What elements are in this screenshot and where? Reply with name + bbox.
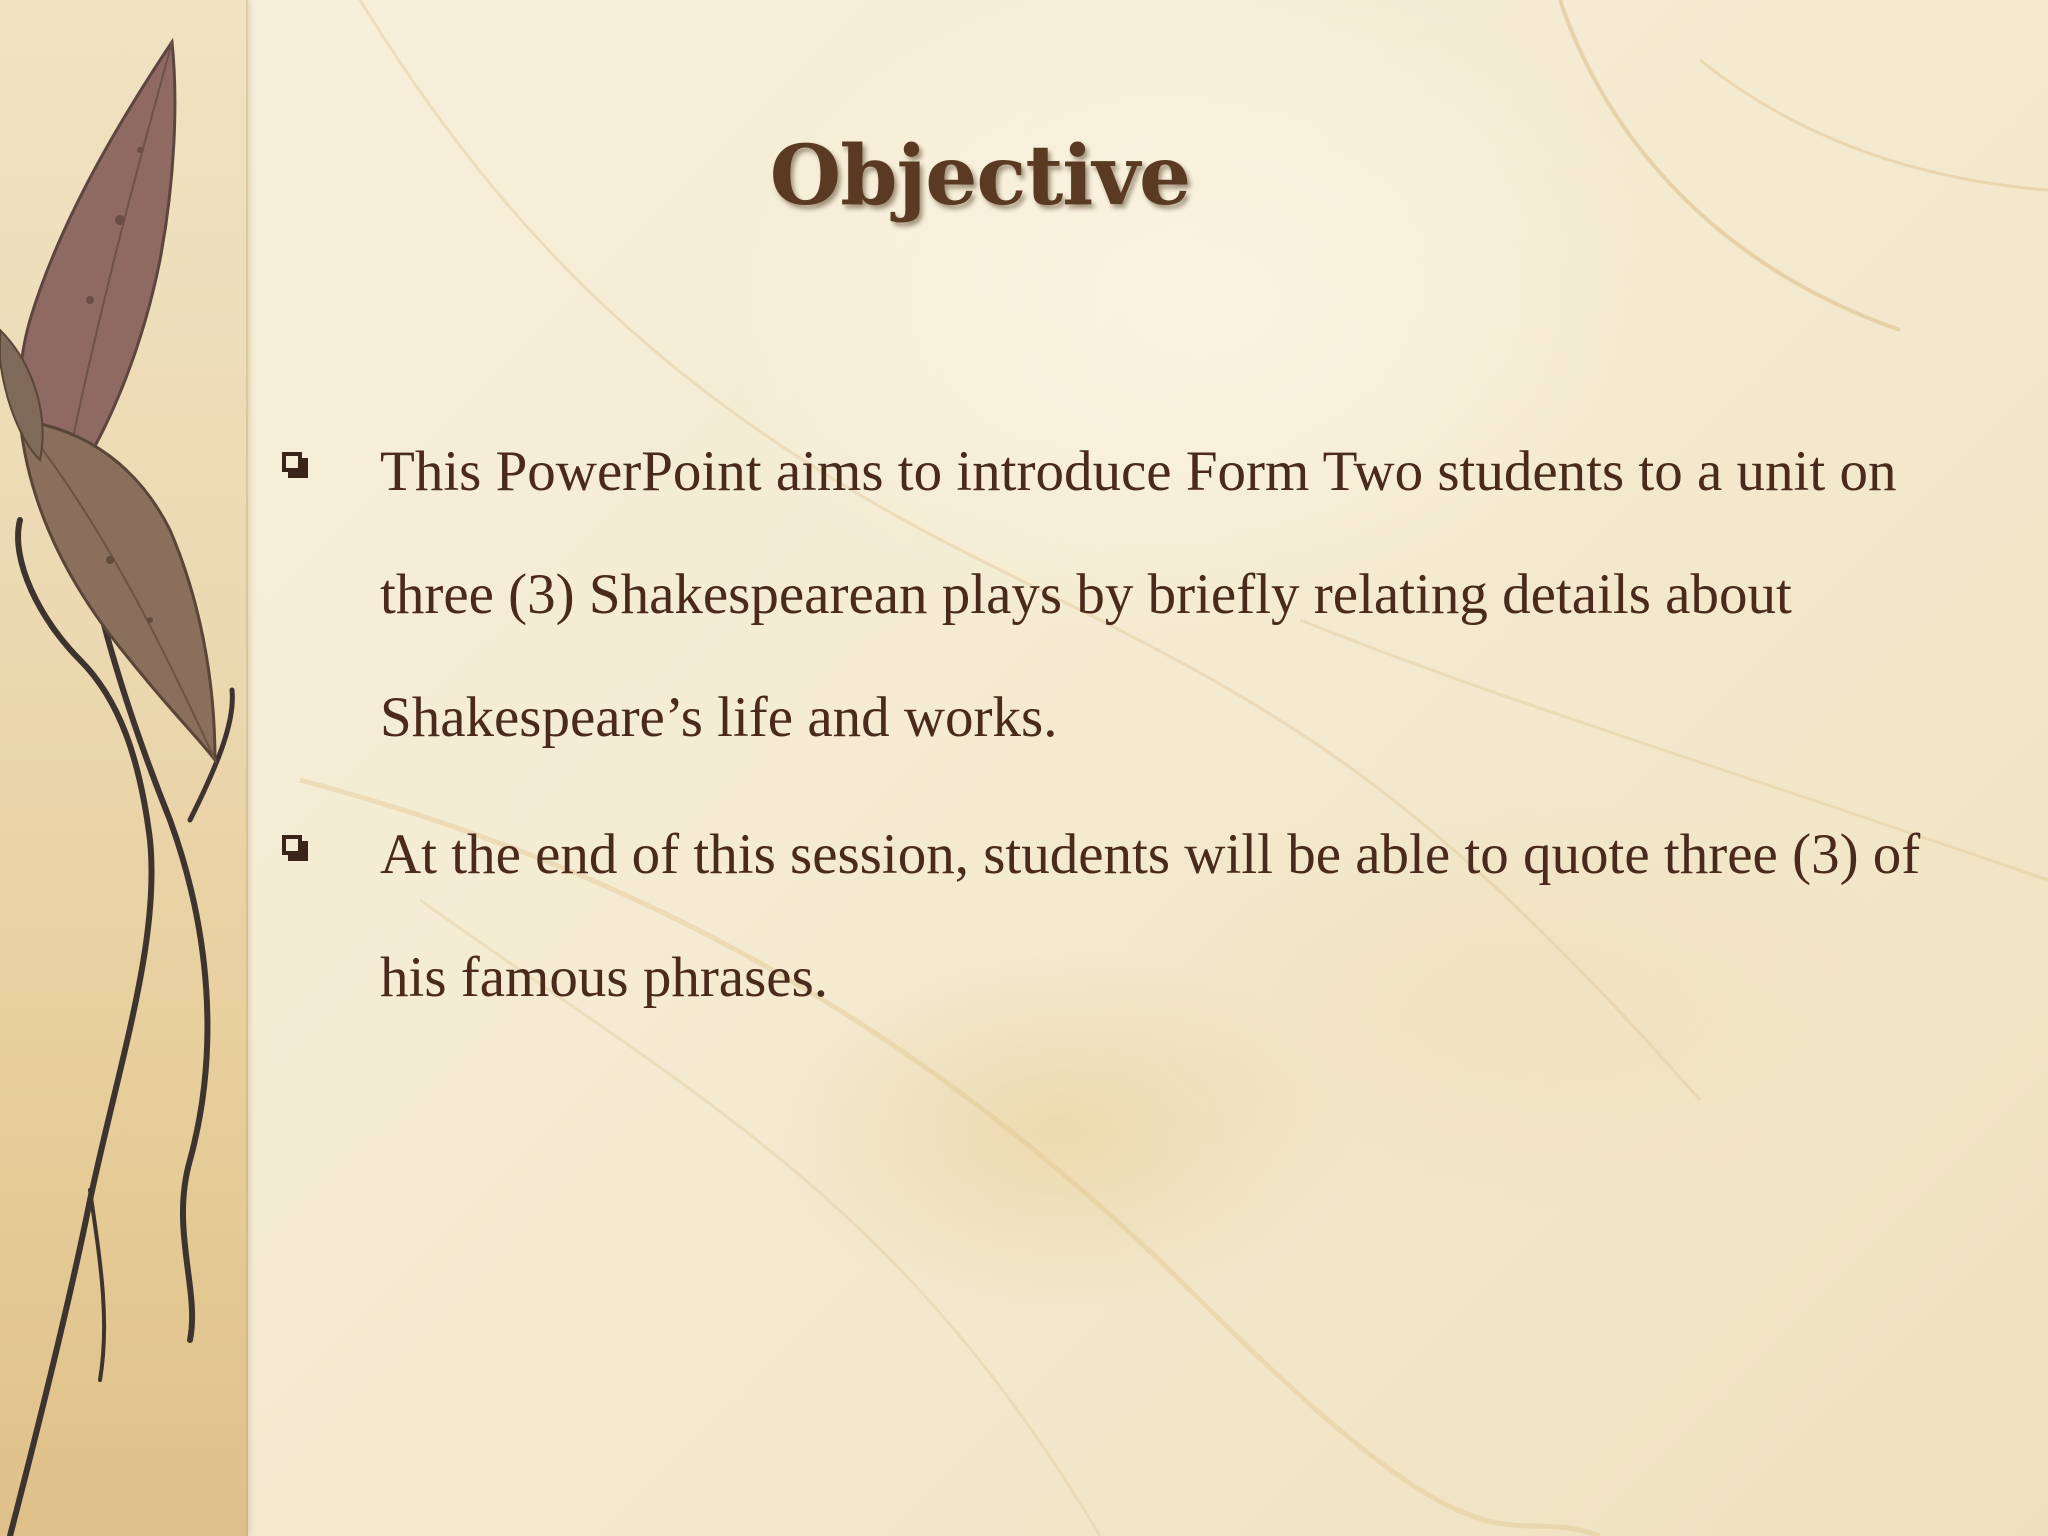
bullet-list: [278, 410, 1928, 1053]
list-item: [278, 793, 1928, 1039]
bullet-text: At the end of this session, students will be able to quote three (3) of his famous phrases.: [380, 823, 1921, 1009]
slide-title: Objective: [769, 128, 1191, 224]
hollow-square-checkbox-icon: [282, 835, 308, 861]
list-item: [278, 410, 1928, 779]
dried-leaf-icon: [0, 0, 260, 1536]
bullet-text: This PowerPoint aims to introduce Form Two students to a unit on three (3) Shakespearean plays by briefly relating details about Shakespeare’s life and works.: [380, 440, 1897, 749]
hollow-square-checkbox-icon: [282, 452, 308, 478]
